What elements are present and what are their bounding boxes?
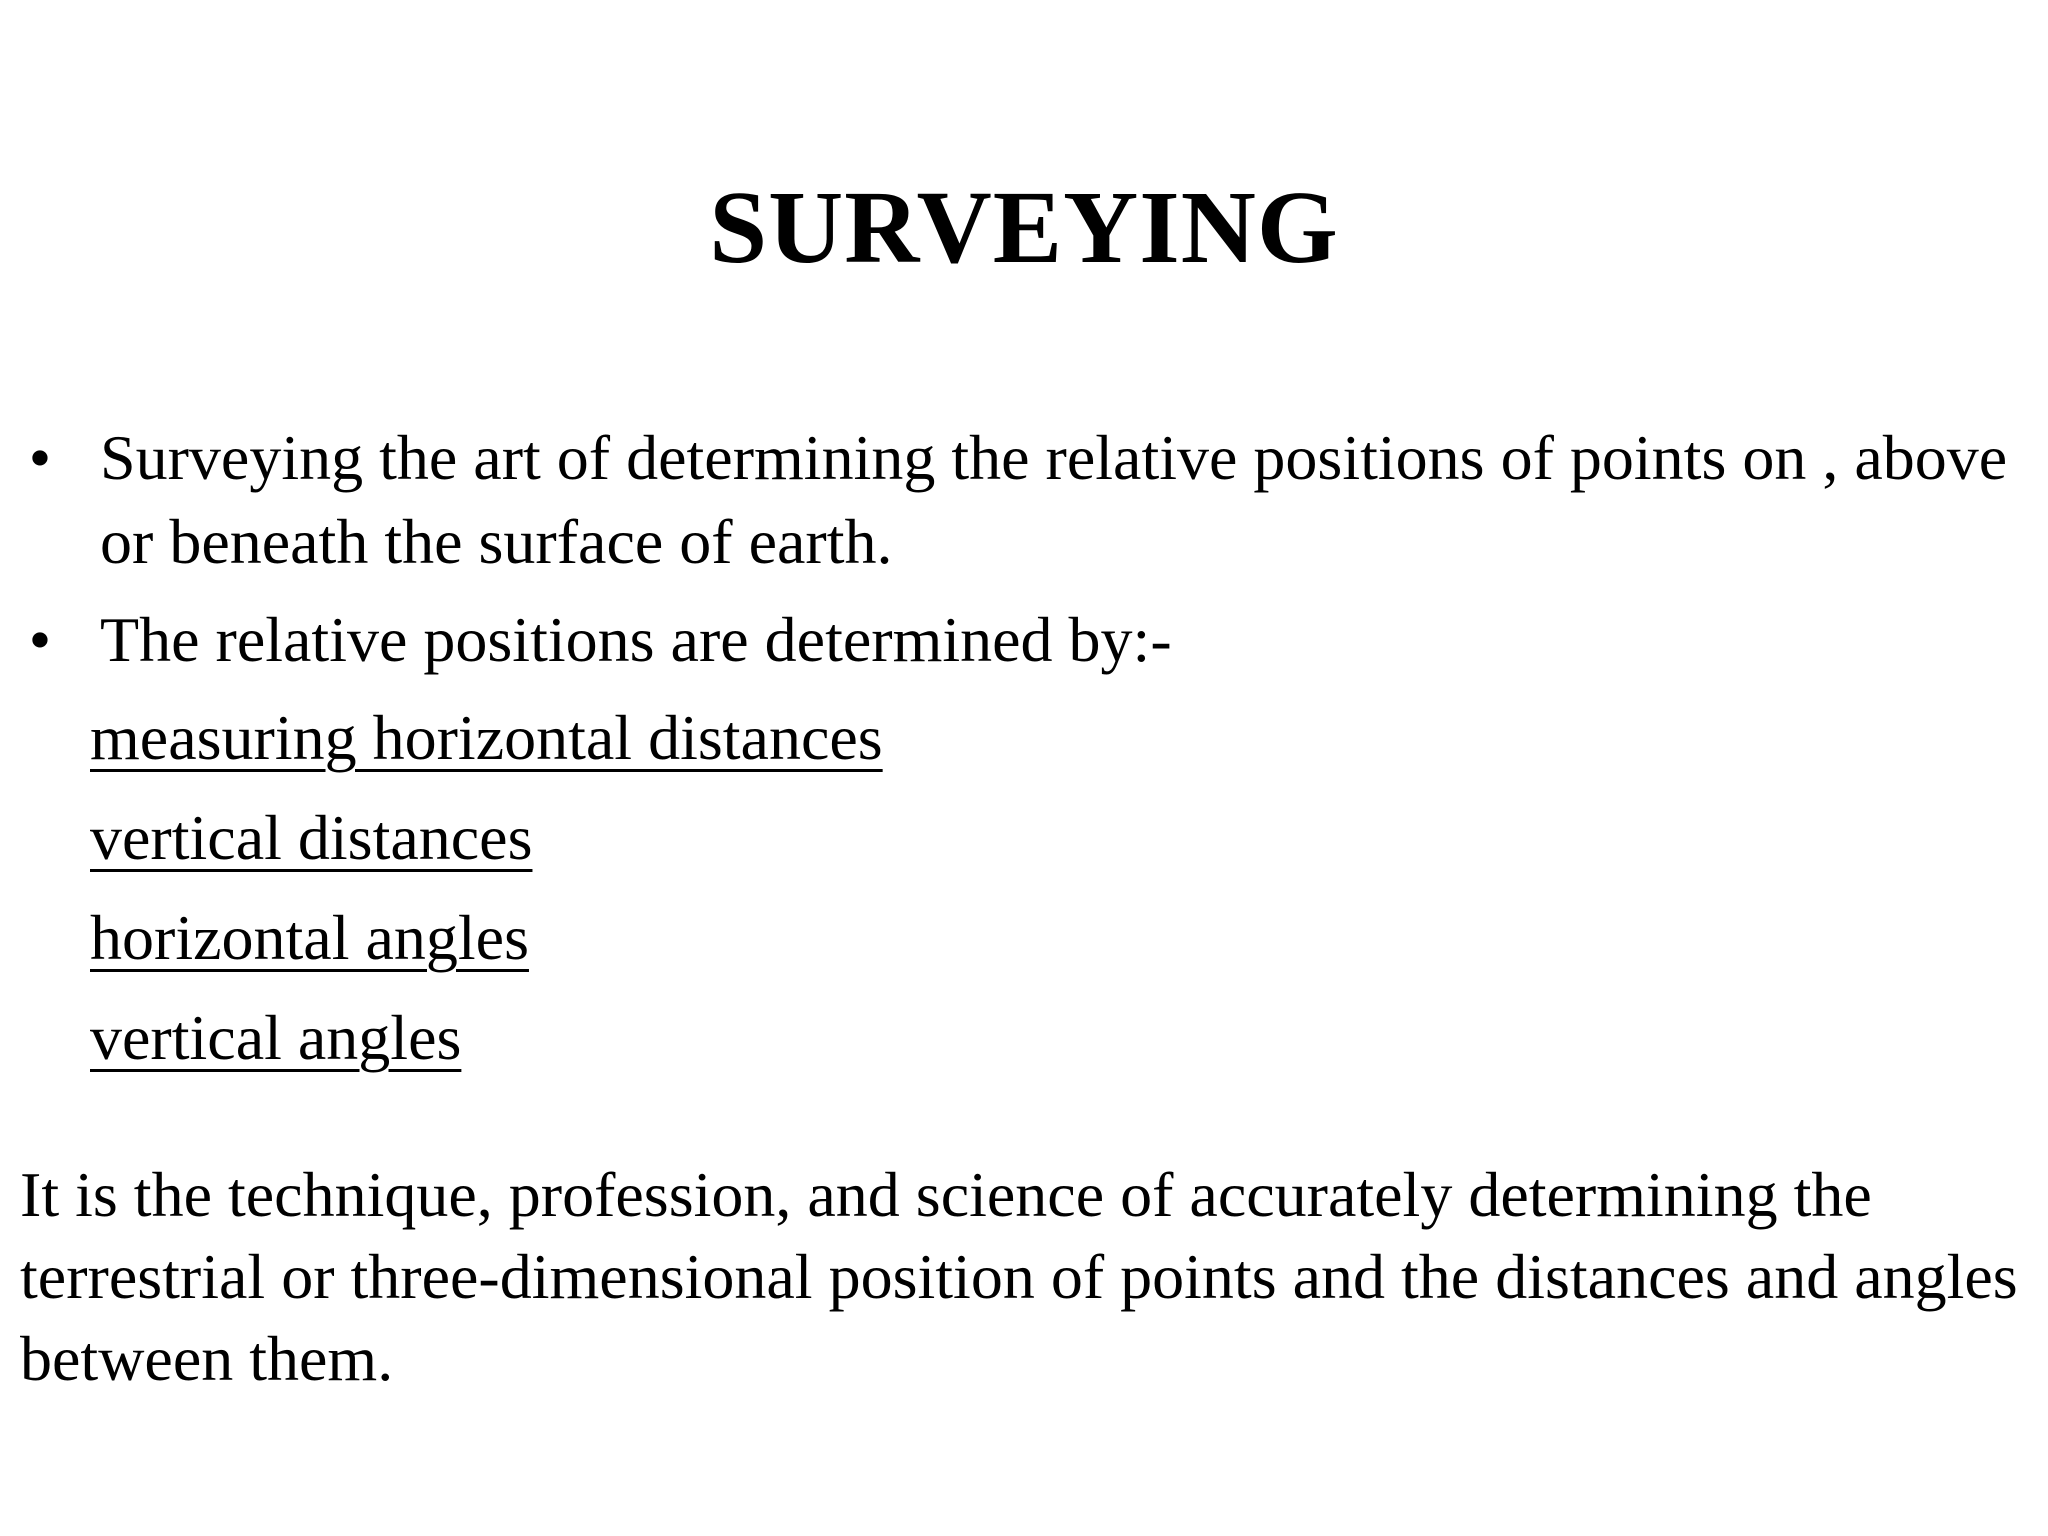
bullet-icon: •: [28, 604, 52, 675]
measurement-item: vertical distances: [90, 802, 533, 873]
summary-paragraph: It is the technique, profession, and science of accurately determining the terrestrial or three-dimensional position of points and the distances and angles between them.: [20, 1159, 2018, 1394]
bullet-text: The relative positions are determined by:-: [100, 604, 1172, 675]
bullet-item-definition: [20, 416, 2010, 584]
measurement-list: [90, 688, 883, 1088]
bullet-item-determination: [20, 598, 2010, 682]
bullet-text: Surveying the art of determining the relative positions of points on , above or beneath the surface of earth.: [100, 422, 2008, 577]
bullet-icon: •: [28, 422, 52, 493]
bullet-list: [20, 416, 2010, 682]
slide-title: SURVEYING: [709, 170, 1339, 285]
measurement-item: horizontal angles: [90, 902, 529, 973]
measurement-item: measuring horizontal distances: [90, 702, 883, 773]
measurement-item: vertical angles: [90, 1002, 462, 1073]
